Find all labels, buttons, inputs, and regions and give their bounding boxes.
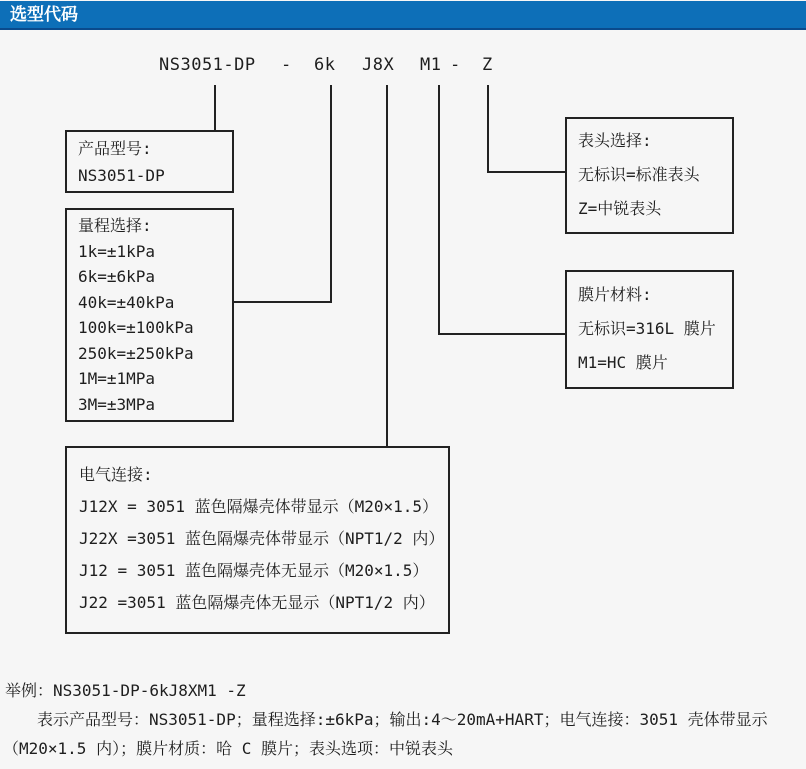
range-selection-box xyxy=(65,208,234,422)
connector-range-vline xyxy=(330,85,332,303)
range-selection-title: 量程选择: xyxy=(78,216,152,235)
section-header-bar xyxy=(0,1,806,30)
section-title: 选型代码 xyxy=(10,5,78,24)
display-option: 无标识=标准表头 xyxy=(578,165,700,184)
range-option: 250k=±250kPa xyxy=(78,343,194,363)
diaphragm-option: M1=HC 膜片 xyxy=(578,353,668,372)
electrical-option: J22X =3051 蓝色隔爆壳体带显示（NPT1/2 内） xyxy=(79,529,445,548)
code-segment-diaphragm: M1 xyxy=(420,55,442,75)
example-description-cont: （M20×1.5 内）；膜片材质：哈 C 膜片；表头选项：中锐表头 xyxy=(3,739,453,758)
connector-model-vline xyxy=(214,85,216,130)
code-segment-range: 6k xyxy=(314,55,336,75)
electrical-option: J12X = 3051 蓝色隔爆壳体带显示（M20×1.5） xyxy=(79,497,439,516)
connector-electrical-vline xyxy=(386,85,388,446)
connector-range-hline xyxy=(233,301,332,303)
range-option: 6k=±6kPa xyxy=(78,267,156,286)
product-model-box xyxy=(65,130,234,193)
electrical-connection-box xyxy=(65,446,450,634)
connector-diaphragm-hline xyxy=(438,333,565,335)
diaphragm-material-box xyxy=(565,270,734,389)
product-model-title: 产品型号: xyxy=(78,139,152,158)
range-option: 1k=±1kPa xyxy=(78,241,156,261)
electrical-option: J22 =3051 蓝色隔爆壳体无显示（NPT1/2 内） xyxy=(79,593,435,612)
display-option: Z=中锐表头 xyxy=(578,199,662,218)
range-option: 1M=±1MPa xyxy=(78,369,156,388)
range-option: 100k=±100kPa xyxy=(78,318,194,337)
diaphragm-material-title: 膜片材料: xyxy=(578,285,652,304)
range-option: 3M=±3MPa xyxy=(78,394,156,414)
display-selection-box xyxy=(565,117,734,234)
connector-diaphragm-vline xyxy=(438,85,440,335)
code-segment-electrical: J8X xyxy=(362,55,395,75)
electrical-connection-title: 电气连接: xyxy=(79,465,153,484)
code-segment-model: NS3051-DP xyxy=(159,55,256,75)
product-model-value: NS3051-DP xyxy=(78,166,165,185)
code-segment-display: Z xyxy=(482,55,493,75)
diaphragm-option: 无标识=316L 膜片 xyxy=(578,319,716,338)
example-description-line: 表示产品型号：NS3051-DP；量程选择:±6kPa；输出:4～20mA+HART；电气连接：3051 壳体带显示 xyxy=(37,710,768,729)
code-segment-dash-2: - xyxy=(450,55,461,75)
connector-display-vline xyxy=(487,85,489,173)
electrical-option: J12 = 3051 蓝色隔爆壳体无显示（M20×1.5） xyxy=(79,561,429,580)
range-option: 40k=±40kPa xyxy=(78,292,175,312)
display-selection-title: 表头选择: xyxy=(578,131,652,150)
connector-display-hline xyxy=(487,171,565,173)
code-segment-dash-1: - xyxy=(281,55,292,75)
example-code-line: 举例：NS3051-DP-6kJ8XM1 -Z xyxy=(5,681,246,700)
